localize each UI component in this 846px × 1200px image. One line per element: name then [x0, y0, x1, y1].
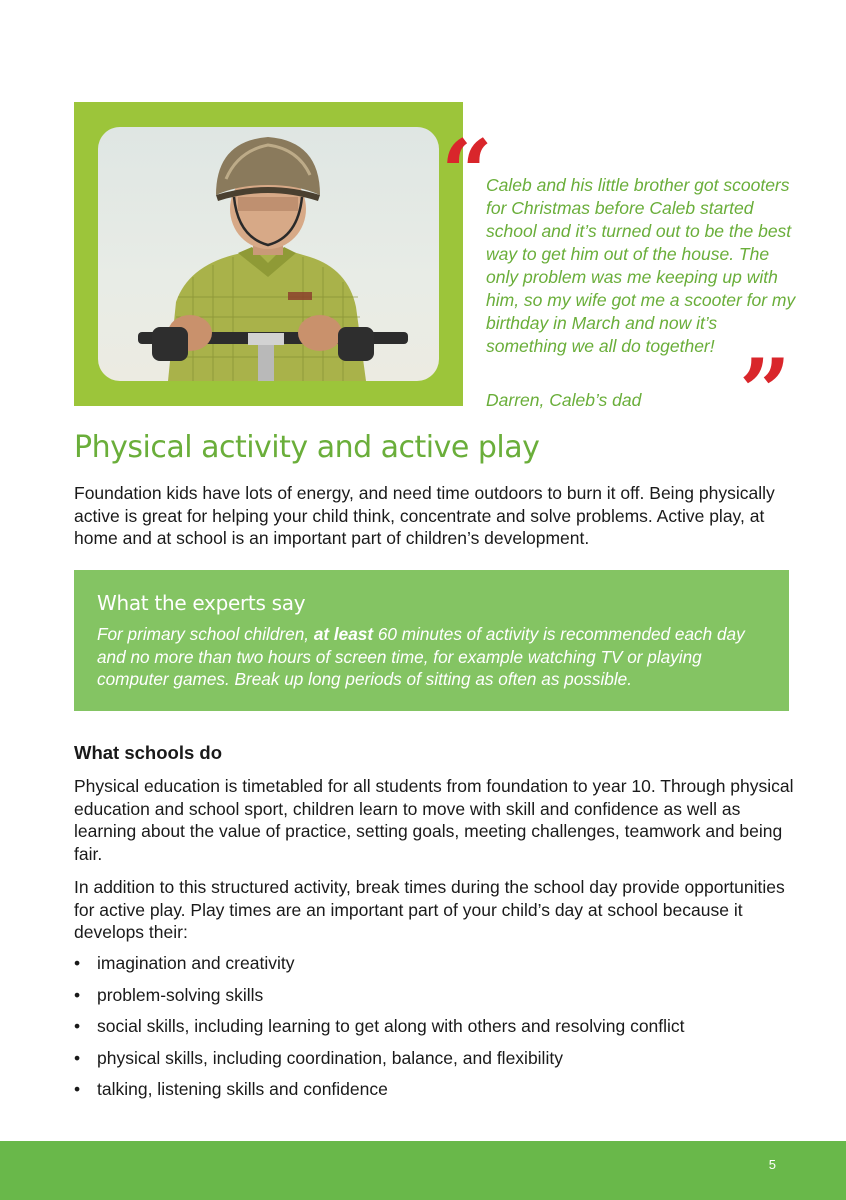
experts-text-before: For primary school children, — [97, 624, 314, 644]
schools-paragraph-1: Physical education is timetabled for all students from foundation to year 10. Through physical education and school sport, children learn to move with skill and confidence as well as learning about the value of practice, setting goals, meeting challenges, teamwork and being fair. — [74, 776, 794, 864]
list-item: • imagination and creativity — [74, 952, 794, 975]
list-item: • problem-solving skills — [74, 984, 794, 1007]
photo-illustration — [98, 127, 439, 381]
close-quote-mark: ” — [739, 339, 791, 445]
page-footer — [0, 1141, 846, 1200]
list-item: • social skills, including learning to get along with others and resolving conflict — [74, 1015, 794, 1038]
schools-heading: What schools do — [74, 742, 222, 763]
list-item: • physical skills, including coordination, balance, and flexibility — [74, 1047, 794, 1070]
experts-text-bold: at least — [313, 624, 374, 644]
experts-callout-box — [74, 570, 789, 711]
schools-paragraph-2: In addition to this structured activity, break times during the school day provide opportunities for active play. Play times are an important part of your child’s day at school because it develops their: — [74, 877, 785, 942]
experts-title: What the experts say — [97, 591, 306, 615]
photo-frame — [74, 102, 463, 406]
list-item: • talking, listening skills and confidence — [74, 1078, 794, 1101]
open-quote-mark: “ — [441, 120, 493, 226]
section-title: Physical activity and active play — [74, 430, 540, 465]
testimonial-quote: Caleb and his little brother got scooters for Christmas before Caleb started school and it’s turned out to be the best way to get him out of the house. The only problem was me keeping up with him, so my wife got me a scooter for my birthday in March and now it’s something we all do together! — [486, 175, 796, 356]
development-list — [74, 952, 794, 1110]
boy-with-helmet-on-scooter-photo — [98, 127, 439, 381]
experts-text-after: 60 minutes of activity is recommended each day and no more than two hours of screen time, for example watching TV or playing computer games. Break up long periods of sitting as often as possible. — [97, 624, 745, 689]
page-number: 5 — [768, 1157, 776, 1172]
quote-author: Darren, Caleb’s dad — [486, 390, 642, 410]
intro-paragraph: Foundation kids have lots of energy, and need time outdoors to burn it off. Being physically active is great for helping your child think, concentrate and solve problems. Active play, at home and at school is an important part of children’s development. — [74, 483, 775, 548]
experts-text — [97, 623, 777, 691]
